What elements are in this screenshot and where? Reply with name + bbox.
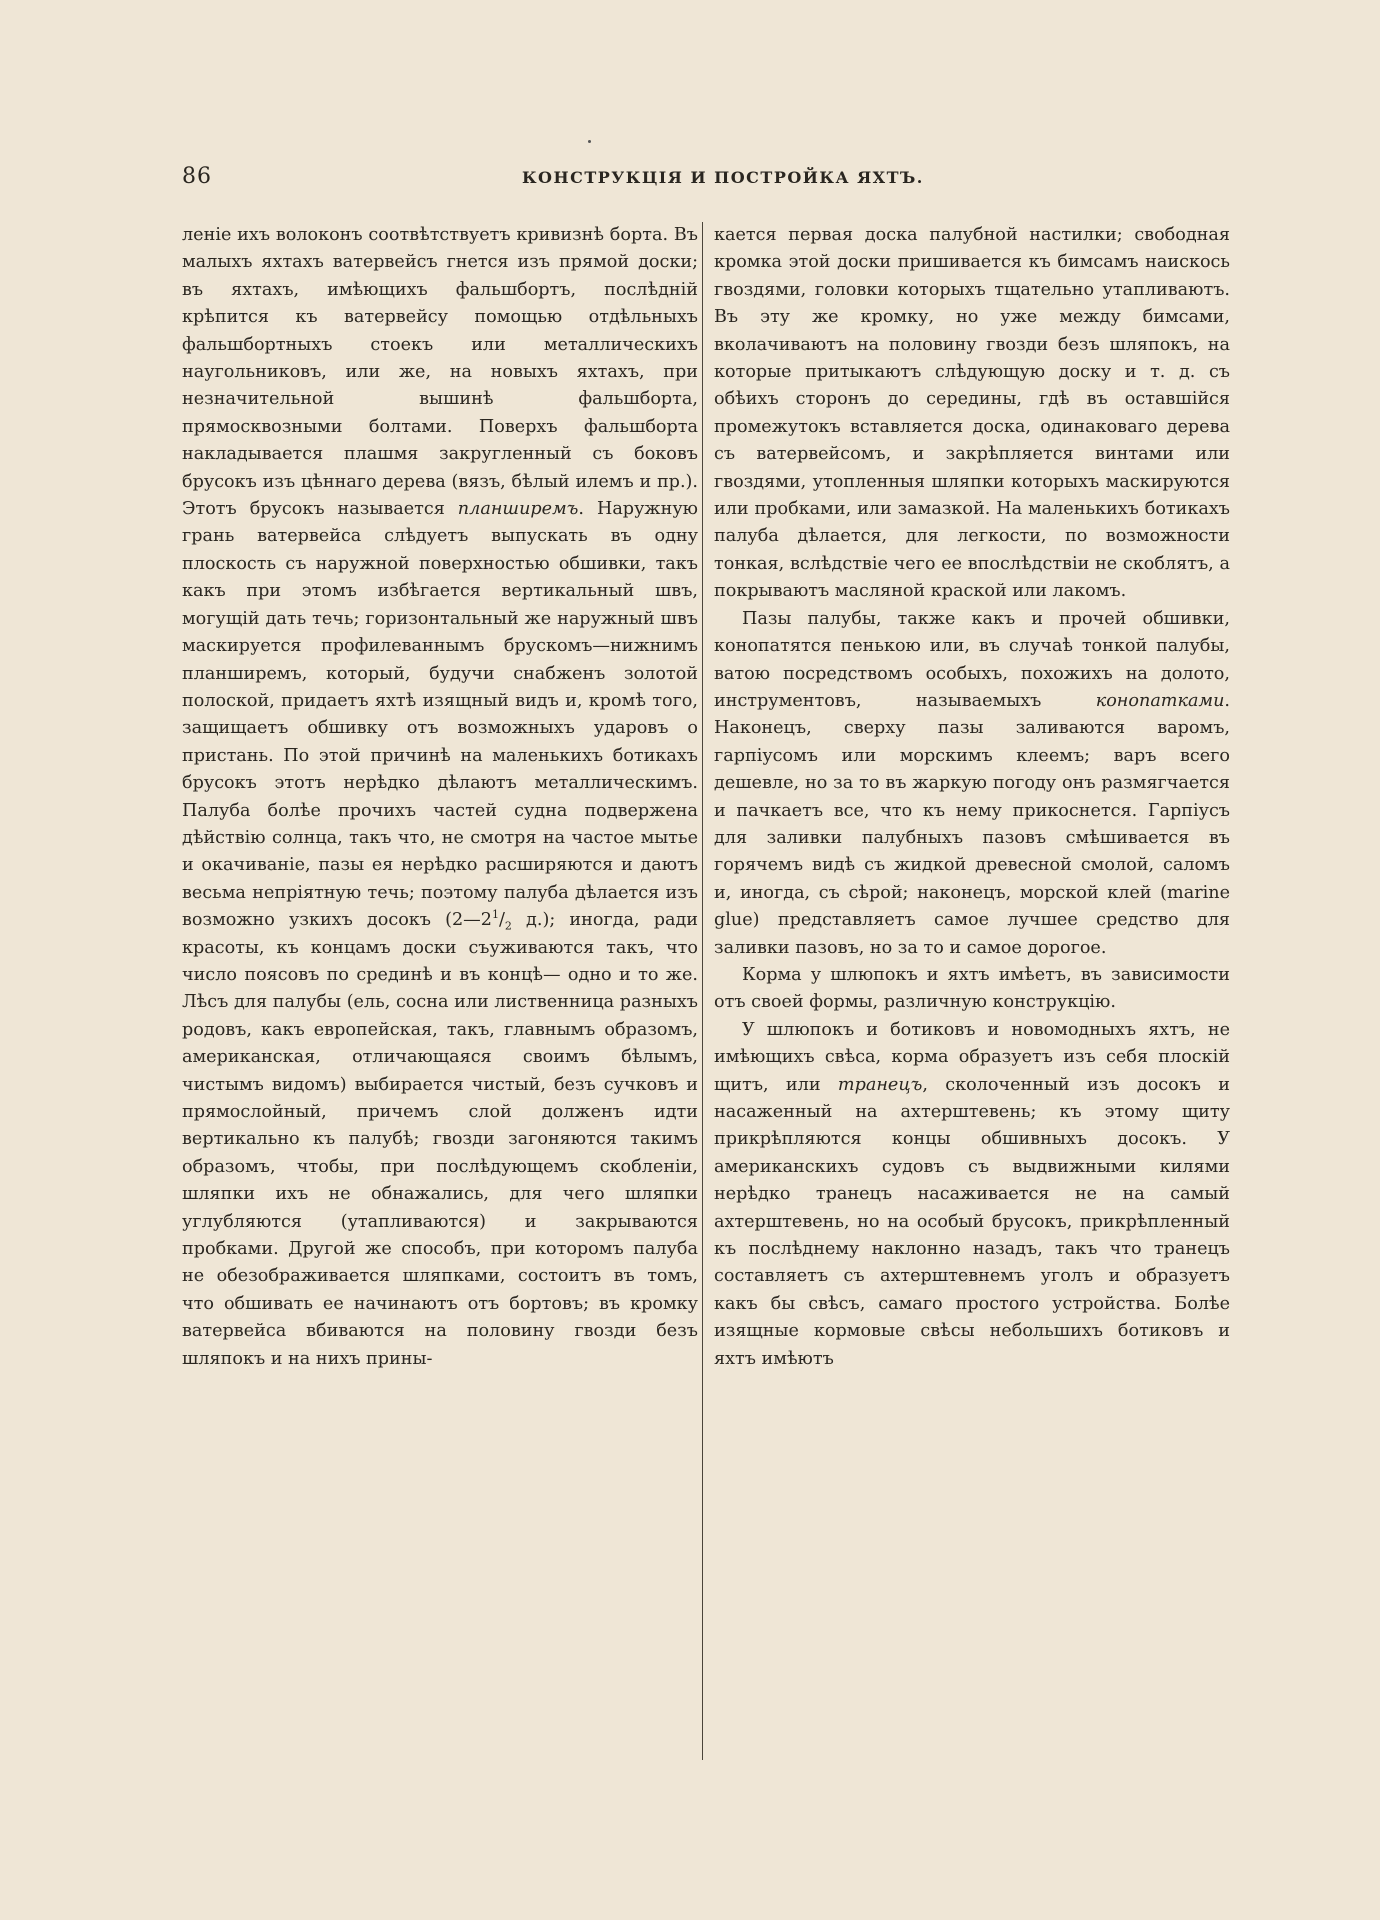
text-run: . Наконецъ, сверху пазы заливаются варомъ, гарпіусомъ или морскимъ клеемъ; варъ всего дешевле, но за то въ жаркую погоду онъ размягчается и пачкаетъ все, что къ нему прикоснется. Гарпіусъ для заливки палубныхъ пазовъ смѣшивается въ горячемъ видѣ съ жидкой древесной смолой, саломъ и, иногда, съ сѣрой; наконецъ, морской клей (marine glue) представляетъ самое лучшее средство для заливки пазовъ, но за то и самое дорогое.	[714, 690, 1230, 958]
text-run: У шлюпокъ и ботиковъ и новомодныхъ яхтъ, не имѣющихъ свѣса, корма образуетъ изъ себя плоскій щитъ, или	[714, 1019, 1230, 1095]
text-run: Пазы палубы, также какъ и прочей обшивки, конопатятся пенькою или, въ случаѣ тонкой палубы, ватою посредствомъ особыхъ, похожихъ на долото, инструментовъ, называемыхъ	[714, 608, 1230, 711]
paragraph	[714, 606, 1230, 962]
paragraph: кается первая доска палубной настилки; свободная кромка этой доски пришивается къ бимсамъ наискось гвоздями, головки которыхъ тщательно утапливаютъ. Въ эту же кромку, но уже между бимсами, вколачиваютъ на половину гвозди безъ шляпокъ, на которые притыкаютъ слѣдующую доску и т. д. съ обѣихъ сторонъ до середины, гдѣ въ оставшійся промежутокъ вставляется доска, одинаковаго дерева съ ватервейсомъ, и закрѣпляется винтами или гвоздями, утопленныя шляпки которыхъ маскируются или пробками, или замазкой. На маленькихъ ботикахъ палуба дѣлается, для легкости, по возможности тонкая, вслѣдствіе чего ее впослѣдствіи не скоблятъ, а покрываютъ масляной краской или лакомъ.	[714, 225, 1230, 602]
paragraph: Корма у шлюпокъ и яхтъ имѣетъ, въ зависимости отъ своей формы, различную конструкцію.	[714, 964, 1230, 1013]
fraction-denominator: 2	[504, 919, 512, 933]
page-header	[182, 164, 1232, 204]
fraction-numerator: 1	[491, 908, 499, 922]
fraction-slash: /	[498, 910, 505, 931]
paragraph	[182, 222, 698, 1373]
left-column	[182, 222, 698, 1373]
page-number: 86	[182, 164, 212, 189]
right-column	[714, 222, 1230, 1373]
text-run: , сколоченный изъ досокъ и насаженный на ахтерштевень; къ этому щиту прикрѣпляются концы обшивныхъ досокъ. У американскихъ судовъ съ выдвижными килями нерѣдко транецъ насаживается не на самый ахтерштевень, но на особый брусокъ, прикрѣпленный къ послѣднему наклонно назадъ, такъ что транецъ составляетъ съ ахтерштевнемъ уголъ и образуетъ какъ бы свѣсъ, самаго простого устройства. Болѣе изящные кормовые свѣсы небольшихъ ботиковъ и яхтъ имѣютъ	[714, 1074, 1230, 1369]
column-divider	[702, 222, 703, 1760]
term-italic: транецъ	[837, 1074, 923, 1095]
term-italic: планширемъ	[457, 499, 579, 520]
print-speck	[588, 140, 591, 143]
text-run: . Наружную грань ватервейса слѣдуетъ выпускать въ одну плоскость съ наружной поверхностью обшивки, такъ какъ при этомъ избѣгается вертикальный швъ, могущій дать течь; горизонтальный же наружный швъ маскируется профилеваннымъ брускомъ—нижнимъ планширемъ, который, будучи снабженъ золотой полоской, придаетъ яхтѣ изящный видъ и, кромѣ того, защищаетъ обшивку отъ возможныхъ ударовъ о пристань. По этой причинѣ на маленькихъ ботикахъ брусокъ этотъ нерѣдко дѣлаютъ металлическимъ. Палуба болѣе прочихъ частей судна подвержена дѣйствію солнца, такъ что, не смотря на частое мытье и окачиваніе, пазы ея нерѣдко расширяются и даютъ весьма непріятную течь; поэтому палуба дѣлается изъ возможно узкихъ досокъ (2—2	[182, 499, 699, 931]
term-italic: конопатками	[1095, 690, 1225, 711]
text-run: д.); иногда, ради красоты, къ концамъ доски съуживаются такъ, что число поясовъ по срединѣ и въ концѣ— одно и то же. Лѣсъ для палубы (ель, сосна или лиственница разныхъ родовъ, какъ европейская, такъ, главнымъ образомъ, американская, отличающаяся своимъ бѣлымъ, чистымъ видомъ) выбирается чистый, безъ сучковъ и прямослойный, причемъ слой долженъ идти вертикально къ палубѣ; гвозди загоняются такимъ образомъ, чтобы, при послѣдующемъ скобленіи, шляпки ихъ не обнажались, для чего шляпки углубляются (утапливаются) и закрываются пробками. Другой же способъ, при которомъ палуба не обезображивается шляпками, состоитъ въ томъ, что обшивать ее начинаютъ отъ бортовъ; въ кромку ватервейса вбиваются на половину гвозди безъ шляпокъ и на нихъ прины-	[182, 910, 699, 1369]
paragraph	[714, 1017, 1230, 1373]
text-run: леніе ихъ волоконъ соотвѣтствуетъ кривизнѣ борта. Въ малыхъ яхтахъ ватервейсъ гнется изъ прямой доски; въ яхтахъ, имѣющихъ фальшбортъ, послѣдній крѣпится къ ватервейсу помощью отдѣльныхъ фальшбортныхъ стоекъ или металлическихъ наугольниковъ, или же, на новыхъ яхтахъ, при незначительной вышинѣ фальшборта, прямосквозными болтами. Поверхъ фальшборта накладывается плашмя закругленный съ боковъ брусокъ изъ цѣннаго дерева (вязъ, бѣлый илемъ и пр.). Этотъ брусокъ называется	[182, 225, 698, 520]
running-title: КОНСТРУКЦІЯ И ПОСТРОЙКА ЯХТЪ.	[522, 168, 924, 187]
